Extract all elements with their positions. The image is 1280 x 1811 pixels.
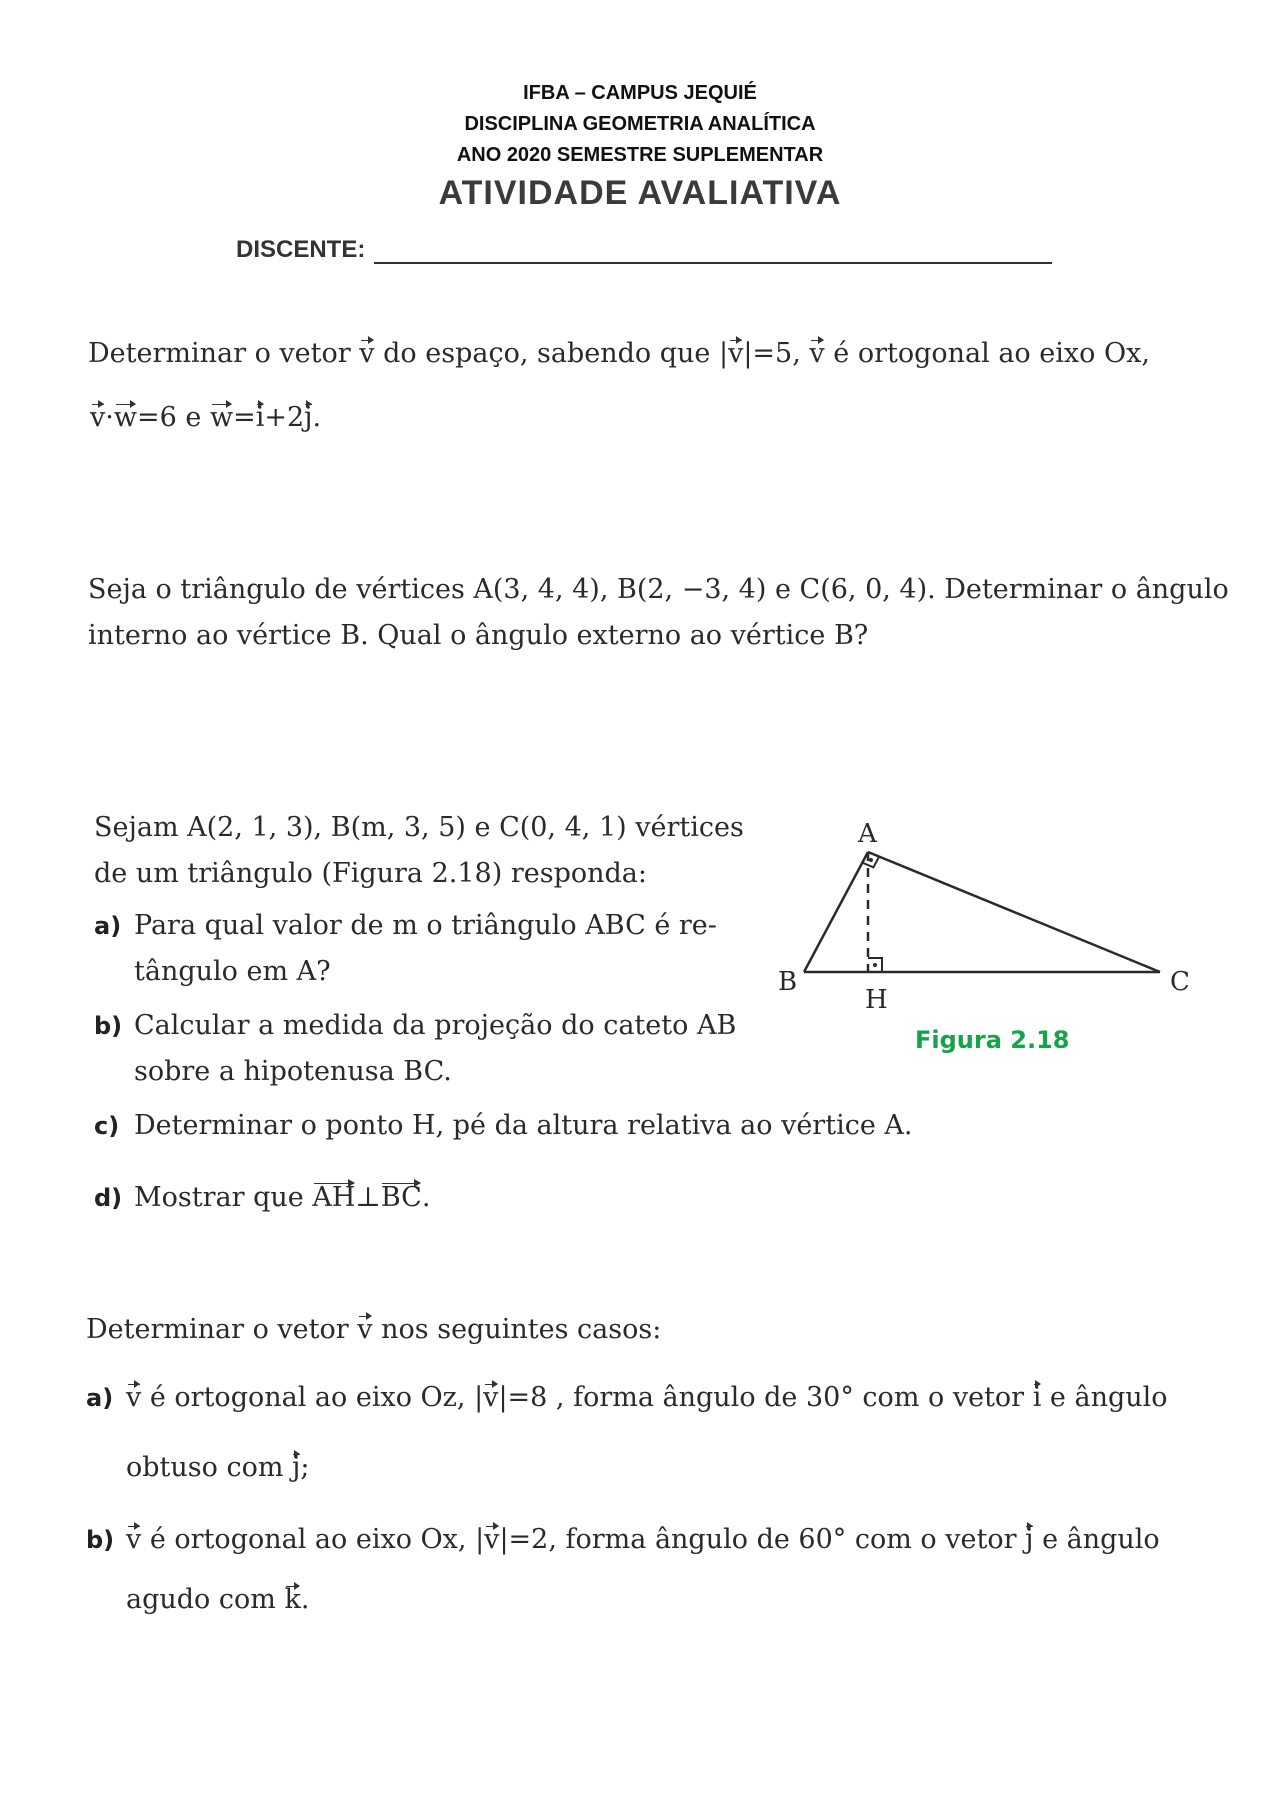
discente-blank-line (374, 262, 1052, 264)
foot-h-label: H (865, 985, 888, 1012)
vector-j: j (292, 1452, 301, 1483)
q3-item-b-line1: Calcular a medida da projeção do cateto AB (134, 1010, 737, 1041)
year-line: ANO 2020 SEMESTRE SUPLEMENTAR (456, 144, 824, 166)
vector-ah: AH (312, 1182, 356, 1213)
q3-item-c-line1: Determinar o ponto H, pé da altura relativa ao vértice A. (134, 1110, 913, 1141)
q3-intro-line2: de um triângulo (Figura 2.18) responda: (94, 858, 647, 889)
vector-v: v (483, 1382, 499, 1413)
q3-item-b-label: b) (94, 1012, 123, 1040)
vector-w: w (209, 402, 234, 433)
vector-bc: BC (380, 1182, 422, 1213)
q3-item-b-line2: sobre a hipotenusa BC. (134, 1056, 452, 1087)
q2-line2: interno ao vértice B. Qual o ângulo externo ao vértice B? (88, 620, 869, 651)
q4-item-a-label: a) (86, 1384, 114, 1412)
q4-item-a-line2: obtuso com j; (126, 1452, 310, 1483)
vertex-b-label: B (778, 967, 798, 997)
discente-label: DISCENTE: (236, 236, 366, 263)
q3-intro-line1: Sejam A(2, 1, 3), B(m, 3, 5) e C(0, 4, 1) vértices (94, 812, 744, 843)
vector-v: v (728, 338, 744, 369)
triangle-figure (778, 812, 1208, 1012)
q3-item-d-line1: Mostrar que AH⊥BC. (134, 1182, 431, 1213)
right-angle-dot-a (869, 858, 873, 862)
q1-line1: Determinar o vetor v do espaço, sabendo que |v|=5, v é ortogonal ao eixo Ox, (88, 338, 1150, 369)
vector-j: j (304, 402, 313, 433)
q1-line2: v·w=6 e w=i+2j. (90, 402, 322, 433)
side-ac (868, 852, 1160, 972)
q4-item-b-line2: agudo com k. (126, 1584, 310, 1615)
vector-w: w (113, 402, 137, 433)
q3-item-c-label: c) (94, 1112, 120, 1140)
vector-v: v (126, 1524, 142, 1555)
vector-j: j (1025, 1524, 1034, 1555)
q2-line1: Seja o triângulo de vértices A(3, 4, 4), B(2, −3, 4) e C(6, 0, 4). Determinar o ângulo (88, 574, 1229, 605)
q4-item-b-label: b) (86, 1526, 115, 1554)
vector-i: i (255, 402, 265, 433)
vertex-c-label: C (1170, 967, 1190, 997)
vector-v: v (484, 1524, 500, 1555)
vector-v: v (809, 338, 825, 369)
q4-item-a-line1: v é ortogonal ao eixo Oz, |v|=8 , forma ângulo de 30° com o vetor i e ângulo (126, 1382, 1168, 1413)
q3-item-d-label: d) (94, 1184, 123, 1212)
discipline-line: DISCIPLINA GEOMETRIA ANALÍTICA (464, 113, 816, 135)
vertex-a-label: A (858, 819, 877, 849)
q4-intro: Determinar o vetor v nos seguintes casos: (86, 1314, 662, 1345)
vector-v: v (357, 1314, 373, 1345)
vector-v: v (359, 338, 375, 369)
header (0, 78, 1280, 215)
q3-item-a-line2: tângulo em A? (134, 956, 331, 987)
right-angle-dot-h (873, 963, 877, 967)
side-ab (804, 852, 868, 972)
q4-item-b-line1: v é ortogonal ao eixo Ox, |v|=2, forma ângulo de 60° com o vetor j e ângulo (126, 1524, 1160, 1555)
q3-item-a-label: a) (94, 912, 122, 940)
vector-i: i (1032, 1382, 1042, 1413)
figure-caption: Figura 2.18 (915, 1026, 1070, 1054)
vector-v: v (126, 1382, 142, 1413)
vector-v: v (90, 402, 106, 433)
institution-line: IFBA – CAMPUS JEQUIÉ (523, 82, 757, 104)
page-title: ATIVIDADE AVALIATIVA (438, 174, 842, 212)
q3-item-a-line1: Para qual valor de m o triângulo ABC é re- (134, 910, 717, 941)
vector-k: k (284, 1584, 301, 1615)
